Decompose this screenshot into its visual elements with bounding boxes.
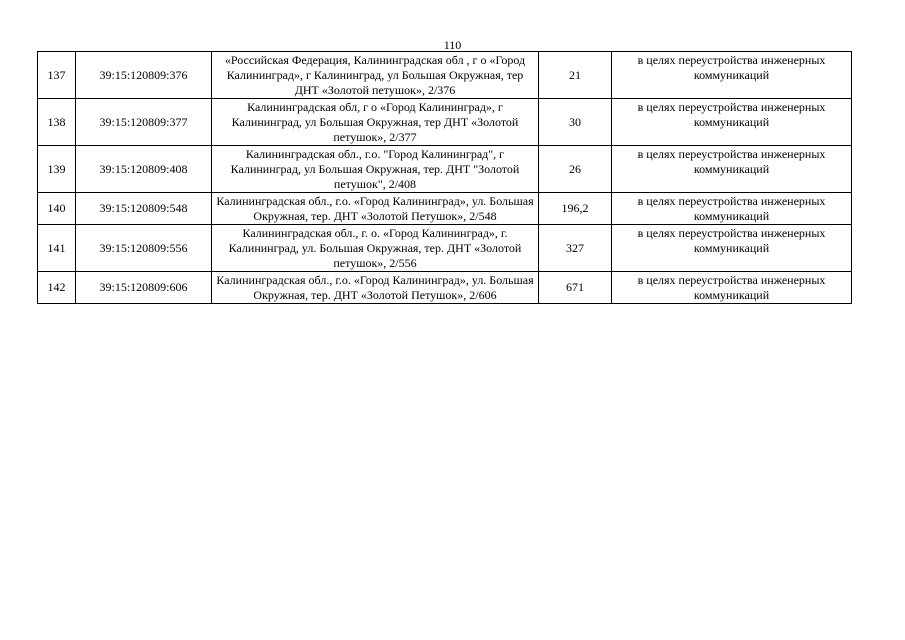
purpose: в целях переустройства инженерных коммуникаций [612,146,852,193]
purpose: в целях переустройства инженерных коммуникаций [612,99,852,146]
table-row [38,225,852,272]
table-row [38,272,852,304]
area: 671 [539,272,612,304]
area: 196,2 [539,193,612,225]
address: Калининградская обл., г.о. «Город Калининград», ул. Большая Окружная, тер. ДНТ «Золотой Петушок», 2/548 [212,193,539,225]
address: «Российская Федерация, Калининградская обл , г о «Город Калининград», г Калининград, ул Большая Окружная, тер ДНТ «Золотой петушок», 2/376 [212,52,539,99]
area: 26 [539,146,612,193]
table-row [38,146,852,193]
cadastral-number: 39:15:120809:556 [76,225,212,272]
row-number: 138 [38,99,76,146]
purpose: в целях переустройства инженерных коммуникаций [612,272,852,304]
table-row [38,193,852,225]
cadastral-number: 39:15:120809:408 [76,146,212,193]
purpose: в целях переустройства инженерных коммуникаций [612,193,852,225]
table-row [38,99,852,146]
row-number: 142 [38,272,76,304]
area: 21 [539,52,612,99]
table-row [38,52,852,99]
address: Калининградская обл, г о «Город Калининград», г Калининград, ул Большая Окружная, тер ДНТ «Золотой петушок», 2/377 [212,99,539,146]
cadastral-number: 39:15:120809:377 [76,99,212,146]
area: 327 [539,225,612,272]
address: Калининградская обл., г.о. "Город Калининград", г Калининград, ул Большая Окружная, тер. ДНТ "Золотой петушок", 2/408 [212,146,539,193]
purpose: в целях переустройства инженерных коммуникаций [612,52,852,99]
row-number: 141 [38,225,76,272]
page-number: 110 [443,38,462,52]
row-number: 140 [38,193,76,225]
land-plots-table [37,51,852,304]
row-number: 139 [38,146,76,193]
cadastral-number: 39:15:120809:548 [76,193,212,225]
row-number: 137 [38,52,76,99]
area: 30 [539,99,612,146]
address: Калининградская обл., г. о. «Город Калининград», г. Калининград, ул. Большая Окружная, тер. ДНТ «Золотой петушок», 2/556 [212,225,539,272]
purpose: в целях переустройства инженерных коммуникаций [612,225,852,272]
cadastral-number: 39:15:120809:376 [76,52,212,99]
address: Калининградская обл., г.о. «Город Калининград», ул. Большая Окружная, тер. ДНТ «Золотой Петушок», 2/606 [212,272,539,304]
cadastral-number: 39:15:120809:606 [76,272,212,304]
